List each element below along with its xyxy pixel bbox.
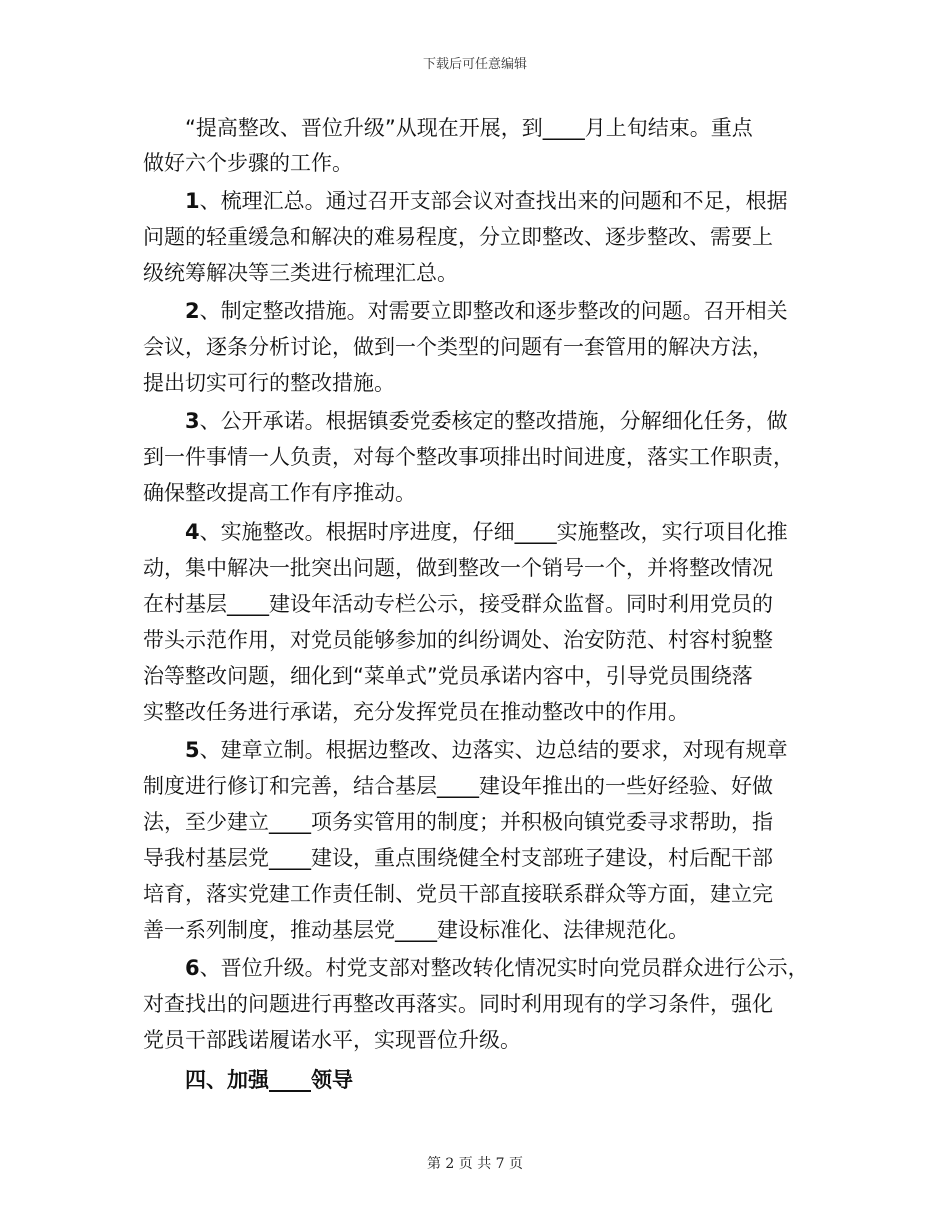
paragraph-line: 制度进行修订和完善，结合基层____建设年推出的一些好经验、好做 bbox=[143, 774, 773, 798]
step-2-line: 2、制定整改措施。对需要立即整改和逐步整改的问题。召开相关 bbox=[185, 299, 788, 323]
step-number: 5 bbox=[185, 738, 200, 762]
step-number: 2 bbox=[185, 299, 200, 323]
section-heading: 四、加强____领导 bbox=[185, 1068, 353, 1092]
step-4-line: 4、实施整改。根据时序进度，仔细____实施整改，实行项目化推 bbox=[185, 520, 788, 544]
paragraph-line: 提出切实可行的整改措施。 bbox=[143, 371, 395, 395]
step-number: 1 bbox=[185, 189, 200, 213]
step-1-line: 1、梳理汇总。通过召开支部会议对查找出来的问题和不足，根据 bbox=[185, 189, 788, 213]
page-header: 下载后可任意编辑 bbox=[422, 57, 527, 72]
paragraph-line: 到一件事情一人负责，对每个整改事项排出时间进度，落实工作职责， bbox=[143, 445, 794, 469]
paragraph-line: “提高整改、晋位升级”从现在开展，到____月上旬结束。重点 bbox=[185, 116, 753, 140]
step-3-line: 3、公开承诺。根据镇委党委核定的整改措施，分解细化任务，做 bbox=[185, 409, 788, 433]
paragraph-line: 动，集中解决一批突出问题，做到整改一个销号一个，并将整改情况 bbox=[143, 556, 773, 580]
paragraph-line: 党员干部践诺履诺水平，实现晋位升级。 bbox=[143, 1028, 521, 1052]
paragraph-line: 级统筹解决等三类进行梳理汇总。 bbox=[143, 261, 458, 285]
paragraph-line: 会议，逐条分析讨论，做到一个类型的问题有一套管用的解决方法， bbox=[143, 335, 773, 359]
page-footer: 第 2 页 共 7 页 bbox=[426, 1156, 524, 1172]
step-5-line: 5、建章立制。根据边整改、边落实、边总结的要求，对现有规章 bbox=[185, 738, 788, 762]
step-number: 6 bbox=[185, 956, 200, 980]
step-6-line: 6、晋位升级。村党支部对整改转化情况实时向党员群众进行公示， bbox=[185, 956, 809, 980]
step-number: 3 bbox=[185, 409, 200, 433]
paragraph-line: 法，至少建立____项务实管用的制度；并积极向镇党委寻求帮助，指 bbox=[143, 810, 773, 834]
paragraph-line: 问题的轻重缓急和解决的难易程度，分立即整改、逐步整改、需要上 bbox=[143, 225, 773, 249]
paragraph-line: 导我村基层党____建设，重点围绕健全村支部班子建设，村后配干部 bbox=[143, 846, 773, 870]
paragraph-line: 带头示范作用，对党员能够参加的纠纷调处、治安防范、村容村貌整 bbox=[143, 628, 773, 652]
step-number: 4 bbox=[185, 520, 200, 544]
paragraph-line: 确保整改提高工作有序推动。 bbox=[143, 481, 416, 505]
paragraph-line: 在村基层____建设年活动专栏公示，接受群众监督。同时利用党员的 bbox=[143, 592, 773, 616]
paragraph-line: 善一系列制度，推动基层党____建设标准化、法律规范化。 bbox=[143, 918, 689, 942]
paragraph-line: 培育，落实党建工作责任制、党员干部直接联系群众等方面，建立完 bbox=[143, 882, 773, 906]
paragraph-line: 做好六个步骤的工作。 bbox=[143, 151, 353, 175]
paragraph-line: 实整改任务进行承诺，充分发挥党员在推动整改中的作用。 bbox=[143, 700, 689, 724]
paragraph-line: 治等整改问题，细化到“菜单式”党员承诺内容中，引导党员围绕落 bbox=[143, 664, 753, 688]
paragraph-line: 对查找出的问题进行再整改再落实。同时利用现有的学习条件，强化 bbox=[143, 992, 773, 1016]
